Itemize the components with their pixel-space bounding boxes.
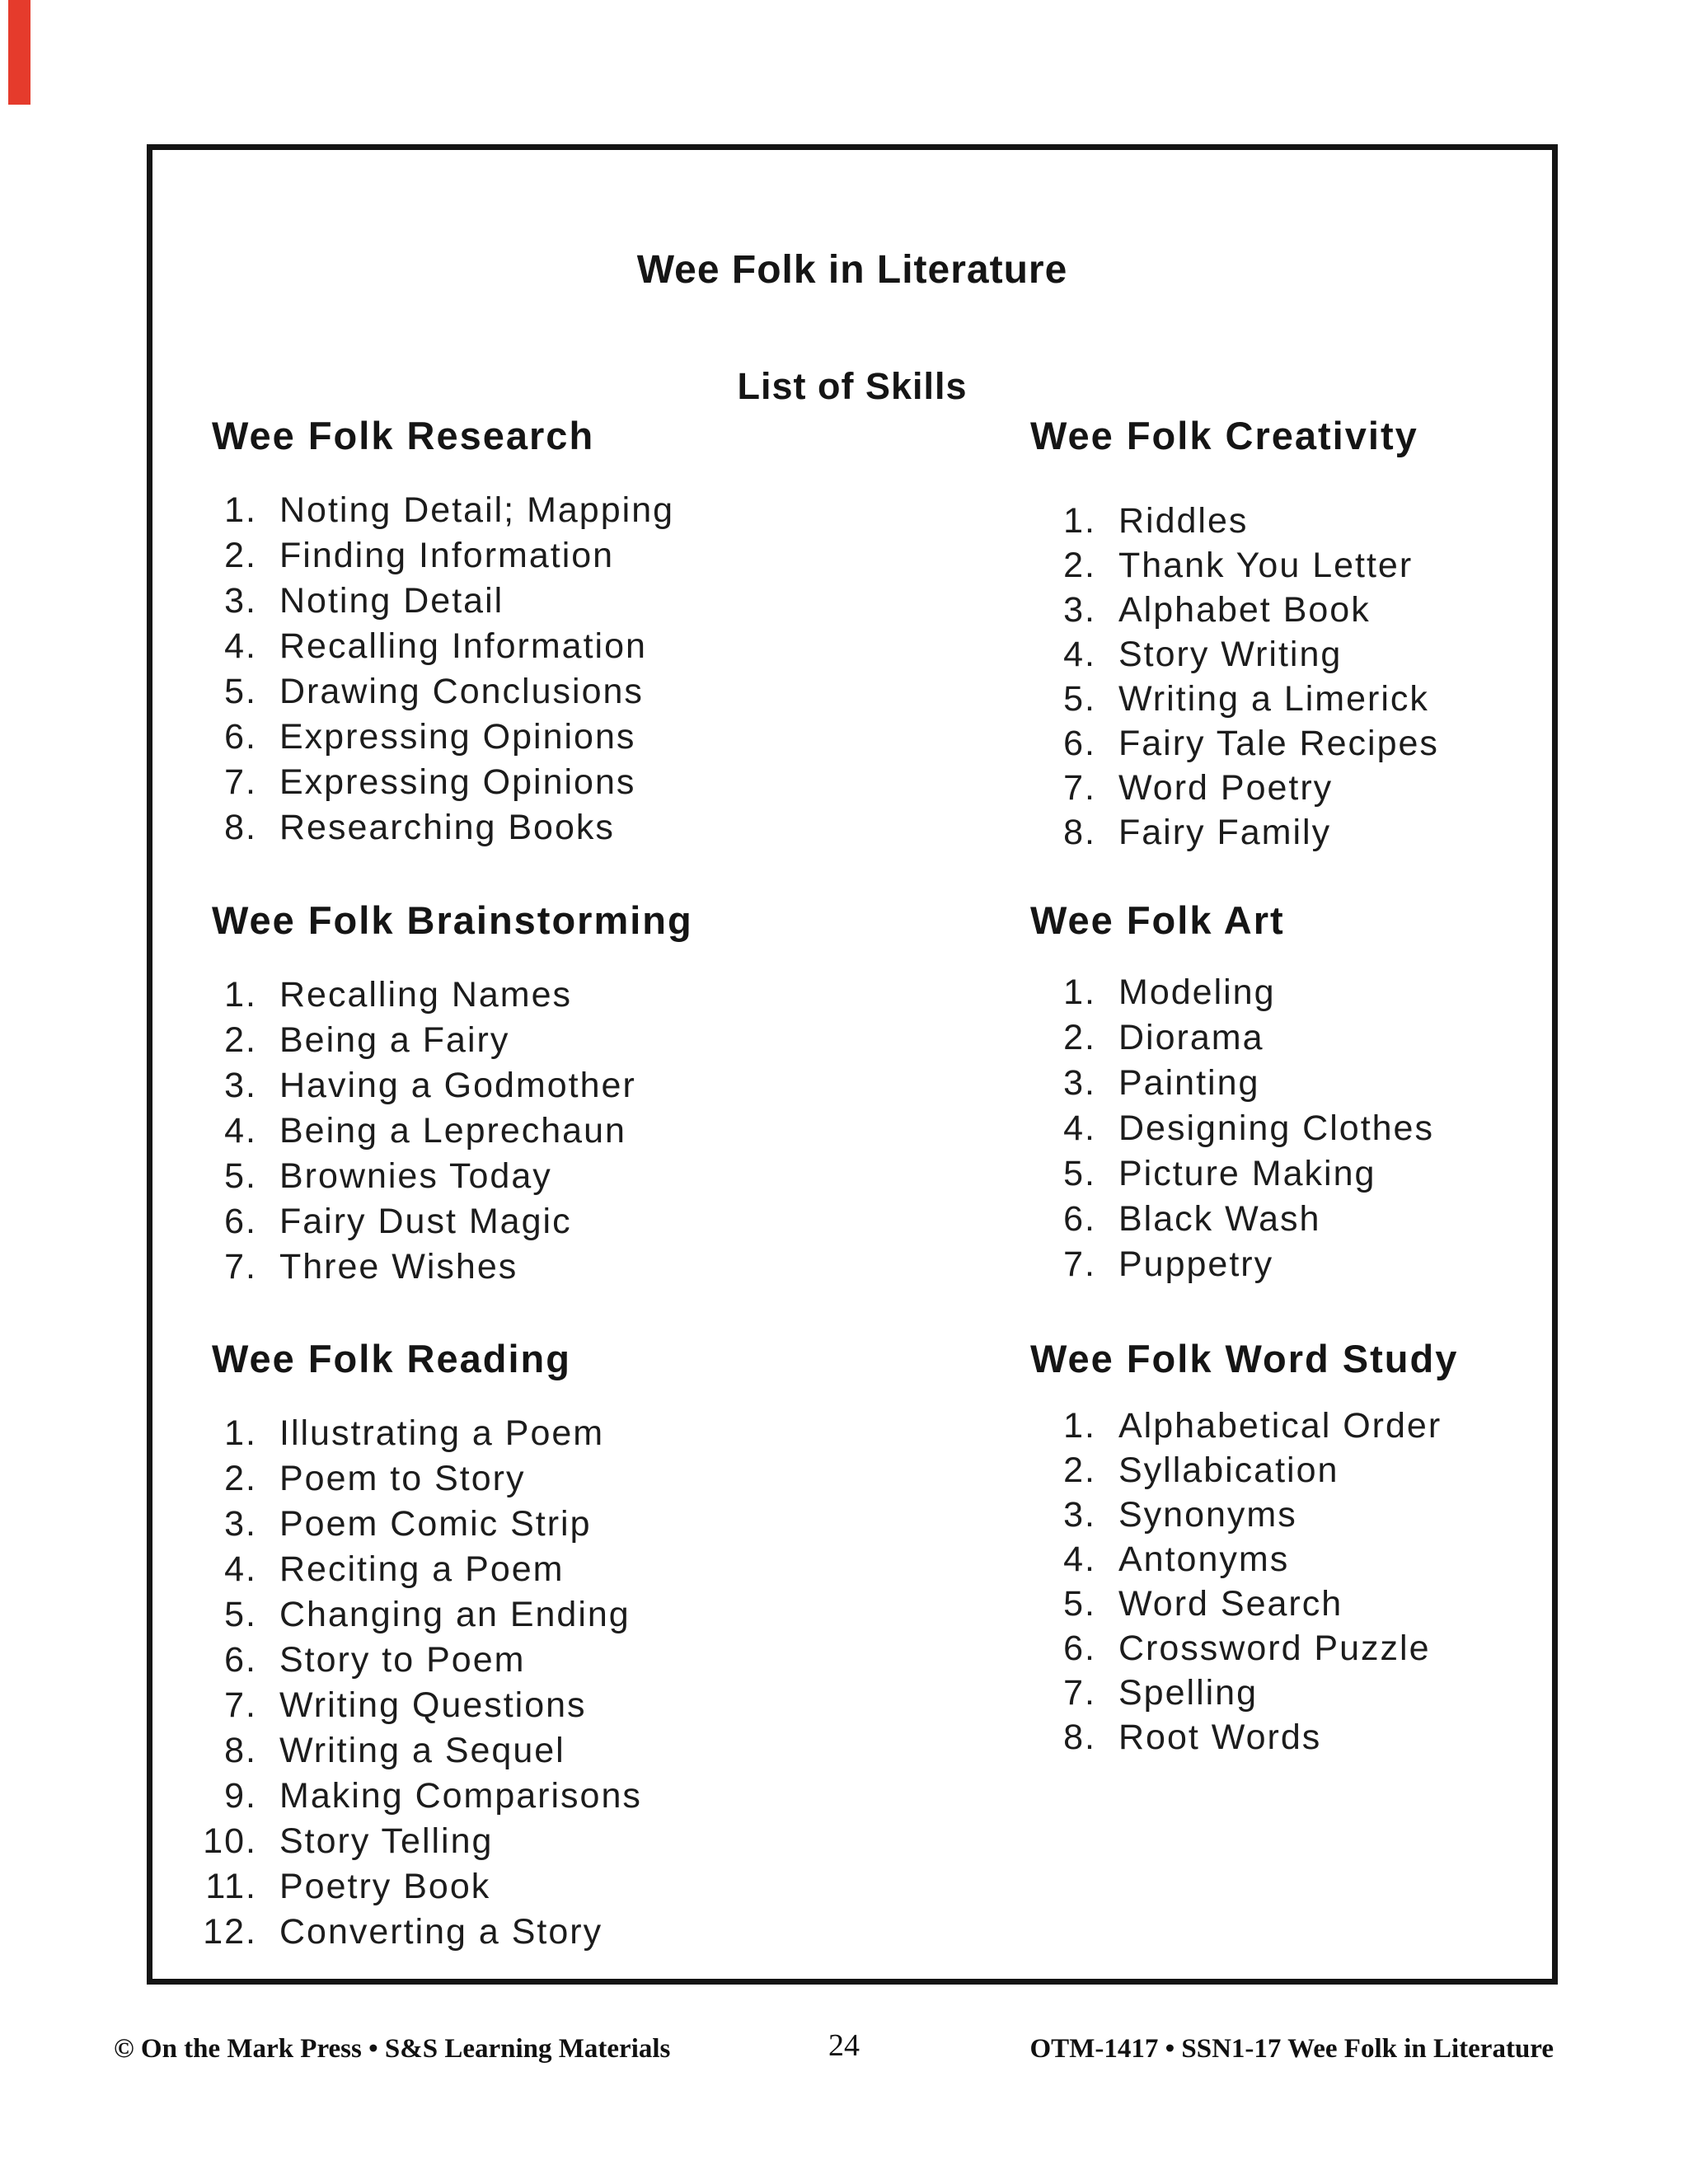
list-item	[198, 669, 674, 715]
item-number: 1.	[1063, 972, 1096, 1012]
item-text: Designing Clothes	[1118, 1108, 1434, 1148]
scan-red-mark	[8, 0, 30, 105]
section-brainstorming	[198, 898, 693, 1290]
item-number: 6.	[1063, 724, 1096, 763]
item-text: Word Search	[1118, 1584, 1343, 1624]
item-number: 5.	[1063, 1584, 1096, 1624]
item-text: Diorama	[1118, 1018, 1264, 1057]
skill-list-creativity	[1030, 499, 1439, 855]
list-item	[1037, 1493, 1458, 1537]
footer-copyright: © On the Mark Press • S&S Learning Materials	[114, 2034, 671, 2064]
item-text: Writing a Sequel	[279, 1731, 565, 1770]
list-item	[198, 1728, 642, 1774]
section-heading-research: Wee Folk Research	[212, 414, 595, 457]
footer-page-number: 24	[828, 2028, 860, 2063]
item-text: Writing Questions	[279, 1685, 587, 1725]
item-text: Fairy Tale Recipes	[1118, 724, 1439, 763]
list-item	[198, 1638, 642, 1683]
item-text: Recalling Names	[279, 975, 573, 1015]
footer-product-code: OTM-1417 • SSN1-17 Wee Folk in Literature	[1029, 2034, 1554, 2064]
item-text: Story Writing	[1118, 635, 1343, 674]
item-number: 4.	[1063, 1108, 1096, 1148]
item-text: Root Words	[1118, 1718, 1322, 1757]
item-text: Noting Detail	[279, 581, 504, 621]
item-text: Changing an Ending	[279, 1595, 631, 1634]
list-item	[198, 972, 693, 1018]
list-item	[1037, 1106, 1434, 1151]
item-number: 7.	[1063, 768, 1096, 808]
item-text: Poem to Story	[279, 1459, 526, 1498]
item-number: 3.	[1063, 1063, 1096, 1103]
item-text: Story to Poem	[279, 1640, 526, 1680]
item-number: 6.	[224, 1202, 257, 1241]
item-number: 3.	[224, 1066, 257, 1105]
item-number: 7.	[224, 1685, 257, 1725]
list-item	[1037, 1671, 1458, 1715]
item-text: Puppetry	[1118, 1244, 1274, 1284]
item-number: 4.	[224, 626, 257, 666]
section-heading-creativity: Wee Folk Creativity	[1030, 414, 1418, 457]
item-number: 5.	[1063, 1154, 1096, 1193]
item-number: 3.	[224, 581, 257, 621]
item-text: Expressing Opinions	[279, 762, 636, 802]
list-item	[1037, 632, 1439, 677]
item-number: 2.	[224, 1459, 257, 1498]
list-item	[198, 1456, 642, 1502]
item-number: 3.	[1063, 590, 1096, 630]
item-text: Black Wash	[1118, 1199, 1321, 1239]
item-number: 1.	[224, 1413, 257, 1453]
list-item	[198, 1683, 642, 1728]
list-item	[198, 1819, 642, 1864]
list-item	[1037, 1061, 1434, 1106]
item-number: 4.	[1063, 635, 1096, 674]
section-heading-reading: Wee Folk Reading	[212, 1337, 571, 1380]
item-number: 5.	[224, 1595, 257, 1634]
section-art	[1030, 898, 1434, 1287]
section-creativity	[1030, 414, 1439, 855]
list-item	[1037, 543, 1439, 588]
list-item	[1037, 499, 1439, 543]
item-number: 4.	[1063, 1540, 1096, 1579]
item-number: 5.	[1063, 679, 1096, 719]
item-text: Poem Comic Strip	[279, 1504, 592, 1544]
item-number: 2.	[224, 536, 257, 575]
section-reading	[198, 1337, 642, 1955]
list-item	[198, 1154, 693, 1199]
skill-list-reading	[198, 1411, 642, 1955]
list-item	[198, 1018, 693, 1063]
item-number: 1.	[224, 490, 257, 530]
skill-list-research	[198, 488, 674, 851]
item-text: Researching Books	[279, 808, 615, 847]
item-number: 2.	[1063, 1451, 1096, 1490]
list-item	[198, 1063, 693, 1108]
item-number: 7.	[224, 1247, 257, 1286]
list-item	[1037, 1715, 1458, 1760]
item-text: Finding Information	[279, 536, 615, 575]
item-text: Crossword Puzzle	[1118, 1629, 1431, 1668]
list-item	[198, 805, 674, 851]
list-item	[1037, 766, 1439, 810]
list-item	[1037, 1197, 1434, 1242]
item-number: 6.	[1063, 1629, 1096, 1668]
list-item	[198, 760, 674, 805]
list-item	[198, 1864, 642, 1910]
item-number: 5.	[224, 672, 257, 711]
page-title: Wee Folk in Literature	[636, 248, 1068, 292]
list-item	[198, 624, 674, 669]
skill-list-word-study	[1030, 1404, 1458, 1760]
list-item	[198, 1592, 642, 1638]
item-text: Converting a Story	[279, 1912, 603, 1952]
item-text: Story Telling	[279, 1821, 494, 1861]
item-number: 11.	[205, 1867, 257, 1906]
item-text: Painting	[1118, 1063, 1260, 1103]
item-number: 4.	[224, 1549, 257, 1589]
item-text: Noting Detail; Mapping	[279, 490, 675, 530]
item-text: Picture Making	[1118, 1154, 1376, 1193]
list-item	[1037, 1242, 1434, 1287]
item-number: 8.	[1063, 1718, 1096, 1757]
skill-list-art	[1030, 970, 1434, 1287]
list-item	[1037, 588, 1439, 632]
item-number: 3.	[1063, 1495, 1096, 1535]
list-item	[198, 1199, 693, 1244]
item-text: Spelling	[1118, 1673, 1258, 1713]
item-text: Brownies Today	[279, 1156, 552, 1196]
item-number: 5.	[224, 1156, 257, 1196]
item-text: Alphabet Book	[1118, 590, 1371, 630]
list-item	[198, 1547, 642, 1592]
item-number: 1.	[1063, 1406, 1096, 1446]
item-number: 3.	[224, 1504, 257, 1544]
item-text: Having a Godmother	[279, 1066, 636, 1105]
item-number: 7.	[224, 762, 257, 802]
item-text: Recalling Information	[279, 626, 647, 666]
item-number: 1.	[224, 975, 257, 1015]
item-text: Modeling	[1118, 972, 1276, 1012]
list-item	[198, 1244, 693, 1290]
item-text: Being a Fairy	[279, 1020, 510, 1060]
list-item	[1037, 1626, 1458, 1671]
list-item	[1037, 1404, 1458, 1448]
item-number: 8.	[224, 808, 257, 847]
list-item	[198, 1108, 693, 1154]
section-heading-brainstorming: Wee Folk Brainstorming	[212, 898, 693, 942]
section-word-study	[1030, 1337, 1458, 1760]
item-text: Synonyms	[1118, 1495, 1297, 1535]
item-number: 2.	[1063, 1018, 1096, 1057]
section-heading-art: Wee Folk Art	[1030, 898, 1285, 942]
item-text: Three Wishes	[279, 1247, 518, 1286]
item-number: 6.	[1063, 1199, 1096, 1239]
skill-list-brainstorming	[198, 972, 693, 1290]
list-item	[1037, 810, 1439, 855]
list-item	[198, 1411, 642, 1456]
list-item	[1037, 1151, 1434, 1197]
item-number: 8.	[1063, 813, 1096, 852]
item-text: Alphabetical Order	[1118, 1406, 1442, 1446]
list-item	[1037, 1448, 1458, 1493]
item-number: 7.	[1063, 1244, 1096, 1284]
section-heading-word-study: Wee Folk Word Study	[1030, 1337, 1459, 1380]
item-text: Drawing Conclusions	[279, 672, 644, 711]
section-research	[198, 414, 674, 851]
list-item	[198, 1502, 642, 1547]
page-subtitle: List of Skills	[737, 365, 968, 407]
list-item	[198, 715, 674, 760]
item-number: 6.	[224, 717, 257, 757]
item-number: 4.	[224, 1111, 257, 1151]
list-item	[198, 1910, 642, 1955]
list-item	[198, 579, 674, 624]
item-text: Making Comparisons	[279, 1776, 642, 1816]
list-item	[198, 488, 674, 533]
item-number: 10.	[203, 1821, 257, 1861]
item-text: Fairy Dust Magic	[279, 1202, 572, 1241]
list-item	[1037, 721, 1439, 766]
item-number: 9.	[224, 1776, 257, 1816]
item-text: Reciting a Poem	[279, 1549, 565, 1589]
item-text: Word Poetry	[1118, 768, 1334, 808]
item-number: 8.	[224, 1731, 257, 1770]
item-number: 12.	[203, 1912, 257, 1952]
item-number: 2.	[224, 1020, 257, 1060]
list-item	[198, 1774, 642, 1819]
list-item	[198, 533, 674, 579]
list-item	[1037, 1582, 1458, 1626]
item-text: Writing a Limerick	[1118, 679, 1429, 719]
item-number: 2.	[1063, 546, 1096, 585]
item-number: 1.	[1063, 501, 1096, 541]
item-text: Poetry Book	[279, 1867, 491, 1906]
item-text: Expressing Opinions	[279, 717, 636, 757]
item-text: Antonyms	[1118, 1540, 1290, 1579]
item-number: 7.	[1063, 1673, 1096, 1713]
list-item	[1037, 677, 1439, 721]
list-item	[1037, 970, 1434, 1015]
item-text: Riddles	[1118, 501, 1249, 541]
list-item	[1037, 1015, 1434, 1061]
item-text: Syllabication	[1118, 1451, 1339, 1490]
item-text: Fairy Family	[1118, 813, 1332, 852]
item-number: 6.	[224, 1640, 257, 1680]
item-text: Thank You Letter	[1118, 546, 1414, 585]
item-text: Being a Leprechaun	[279, 1111, 626, 1151]
list-item	[1037, 1537, 1458, 1582]
item-text: Illustrating a Poem	[279, 1413, 605, 1453]
